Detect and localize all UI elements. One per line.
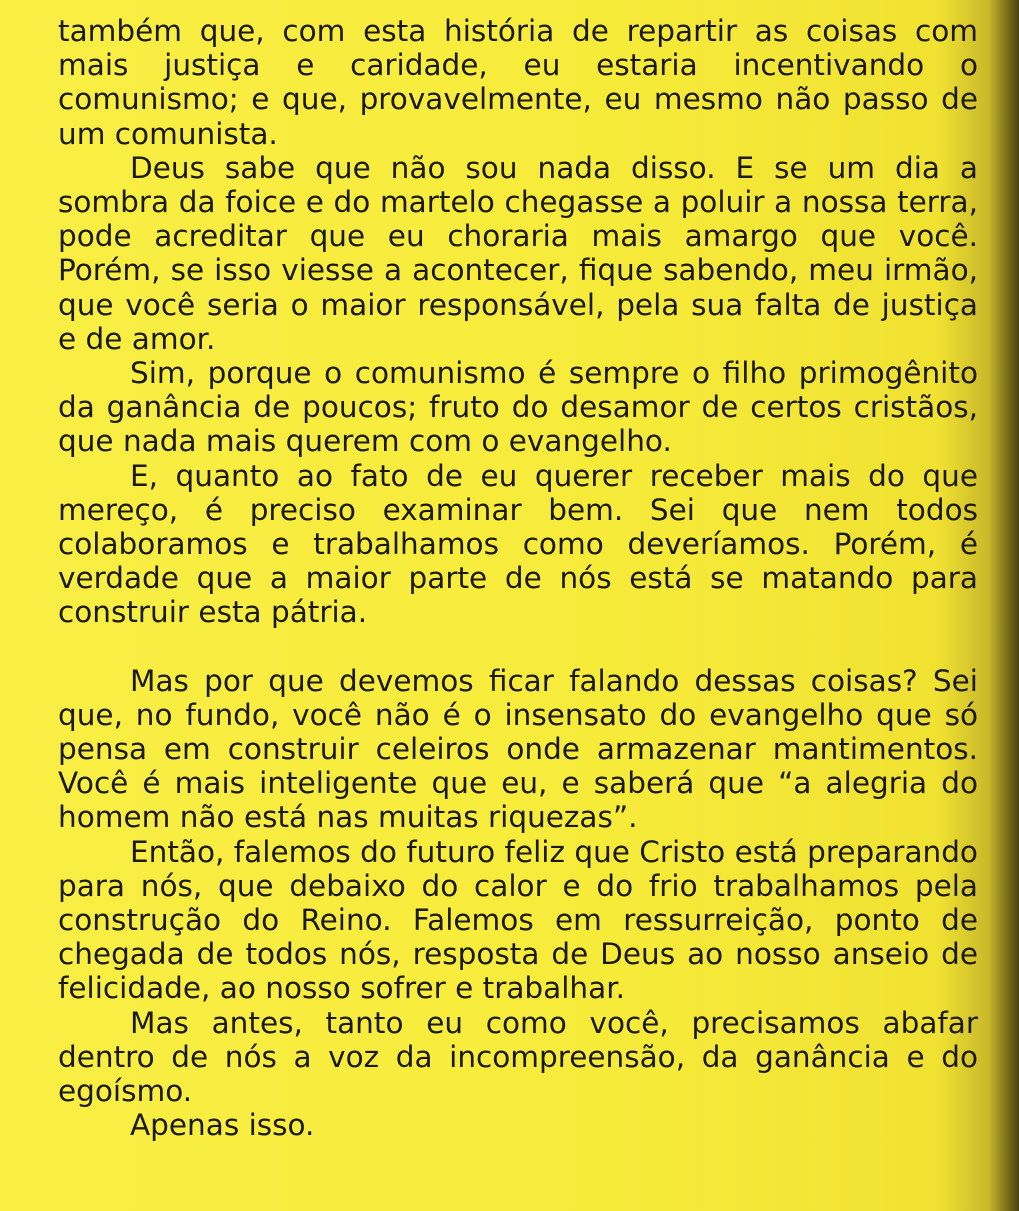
- paragraph-2: Deus sabe que não sou nada disso. E se um dia a sombra da foice e do martelo chegasse a poluir a nossa terra, pode acreditar que eu choraria mais amargo que você. Porém, se isso viesse a acontecer, fique sabendo, meu irmão, que você seria o maior responsável, pela sua falta de justiça e de amor.: [58, 150, 978, 356]
- paragraph-7: Mas antes, tanto eu como você, precisamos abafar dentro de nós a voz da incompreensão, da ganância e do egoísmo.: [58, 1005, 978, 1109]
- page-text: [58, 14, 978, 1143]
- paragraph-1: também que, com esta história de repartir as coisas com mais justiça e caridade, eu estaria incentivando o comunismo; e que, provavelmente, eu mesmo não passo de um comunista.: [58, 14, 978, 151]
- paragraph-6: Então, falemos do futuro feliz que Cristo está preparando para nós, que debaixo do calor e do frio trabalhamos pela construção do Reino. Falemos em ressurreição, ponto de chegada de todos nós, resposta de Deus ao nosso anseio de felicidade, ao nosso sofrer e trabalhar.: [58, 834, 978, 1006]
- paragraph-3: Sim, porque o comunismo é sempre o filho primogênito da ganância de poucos; fruto do desamor de certos cristãos, que nada mais querem com o evangelho.: [58, 356, 978, 459]
- paragraph-4: E, quanto ao fato de eu querer receber mais do que mereço, é preciso examinar bem. Sei que nem todos colaboramos e trabalhamos como deveríamos. Porém, é verdade que a maior parte de nós está se matando para construir esta pátria.: [58, 458, 978, 630]
- paragraph-8: Apenas isso.: [130, 1108, 315, 1143]
- paragraph-5: Mas por que devemos ficar falando dessas coisas? Sei que, no fundo, você não é o insensato do evangelho que só pensa em construir celeiros onde armazenar mantimentos. Você é mais inteligente que eu, e saberá que “a alegria do homem não está nas muitas riquezas”.: [58, 663, 978, 835]
